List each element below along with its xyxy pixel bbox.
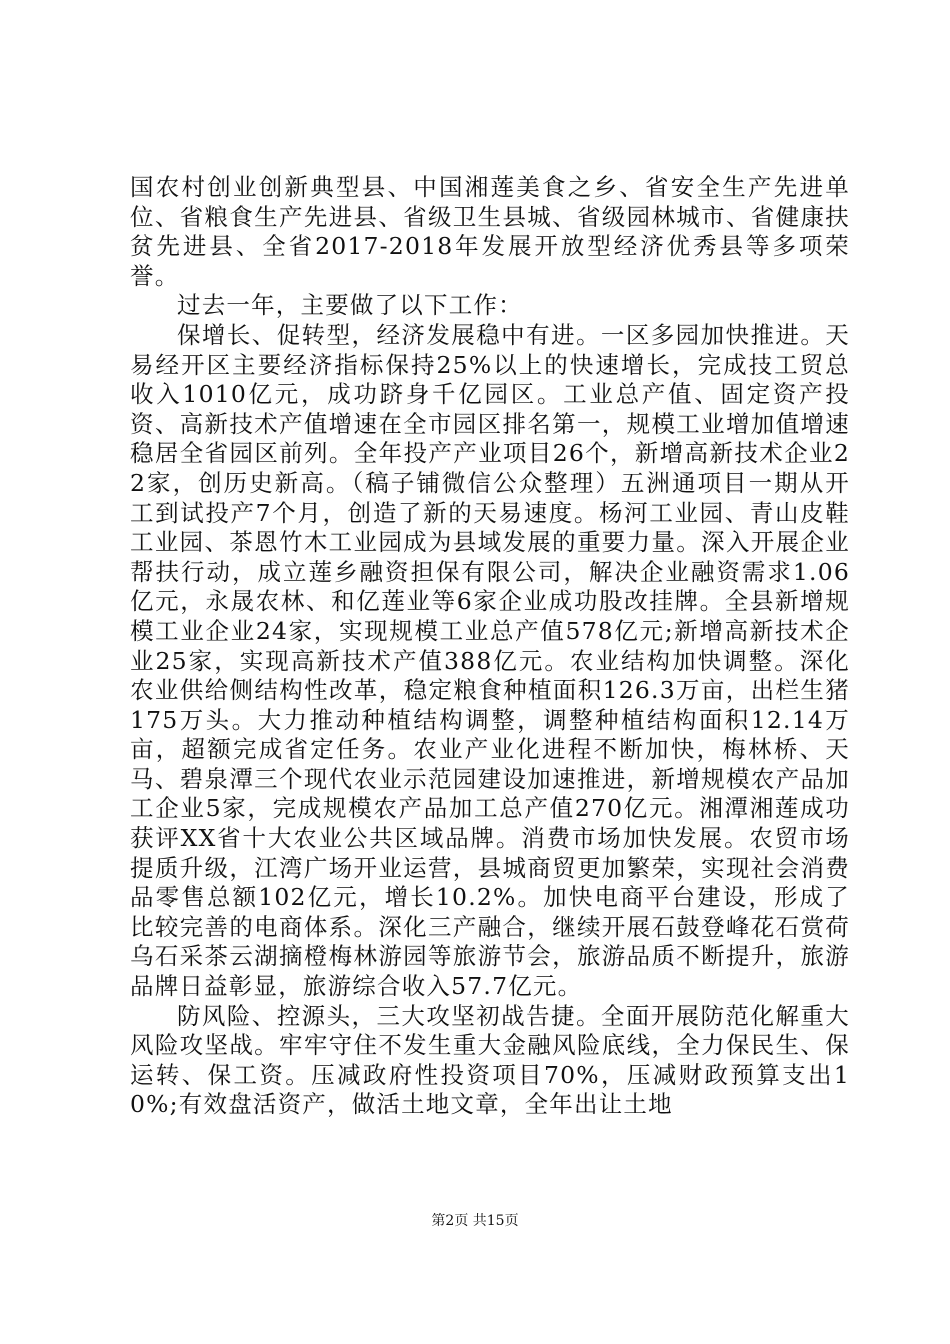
paragraph-risk-prevention: 防风险、控源头，三大攻坚初战告捷。全面开展防范化解重大风险攻坚战。牢牢守住不发生重大金融风险底线，全力保民生、保运转、保工资。压减政府性投资项目70%，压减财政预算支出10%;有效盘活资产，做活土地文章，全年出让土地	[130, 1001, 850, 1119]
paragraph-work-intro: 过去一年，主要做了以下工作：	[177, 291, 523, 320]
page-footer: 第2页 共15页	[431, 1213, 519, 1229]
paragraph-economic-growth: 保增长、促转型，经济发展稳中有进。一区多园加快推进。天易经开区主要经济指标保持25%以上的快速增长，完成技工贸总收入1010亿元，成功跻身千亿园区。工业总产值、固定资产投资、高新技术产值增速在全市园区排名第一，规模工业增加值增速稳居全省园区前列。全年投产产业项目26个，新增高新技术企业22家，创历史新高。（稿子铺微信公众整理）五洲通项目一期从开工到试投产7个月，创造了新的天易速度。杨河工业园、青山皮鞋工业园、茶恩竹木工业园成为县域发展的重要力量。深入开展企业帮扶行动，成立莲乡融资担保有限公司，解决企业融资需求1.06亿元，永晟农林、和亿莲业等6家企业成功股改挂牌。全县新增规模工业企业24家，实现规模工业总产值578亿元;新增高新技术企业25家，实现高新技术产值388亿元。农业结构加快调整。深化农业供给侧结构性改革，稳定粮食种植面积126.3万亩，出栏生猪175万头。大力推动种植结构调整，调整种植结构面积12.14万亩，超额完成省定任务。农业产业化进程不断加快，梅林桥、天马、碧泉潭三个现代农业示范园建设加速推进，新增规模农产品加工企业5家，完成规模农产品加工总产值270亿元。湘潭湘莲成功获评XX省十大农业公共区域品牌。消费市场加快发展。农贸市场提质升级，江湾广场开业运营，县城商贸更加繁荣，实现社会消费品零售总额102亿元，增长10.2%。加快电商平台建设，形成了比较完善的电商体系。深化三产融合，继续开展石鼓登峰花石赏荷乌石采茶云湖摘橙梅林游园等旅游节会，旅游品质不断提升，旅游品牌日益彰显，旅游综合收入57.7亿元。	[130, 320, 850, 1001]
document-body	[130, 173, 850, 1120]
paragraph-honors-continued: 国农村创业创新典型县、中国湘莲美食之乡、省安全生产先进单位、省粮食生产先进县、省级卫生县城、省级园林城市、省健康扶贫先进县、全省2017-2018年发展开放型经济优秀县等多项荣誉。	[130, 173, 850, 290]
